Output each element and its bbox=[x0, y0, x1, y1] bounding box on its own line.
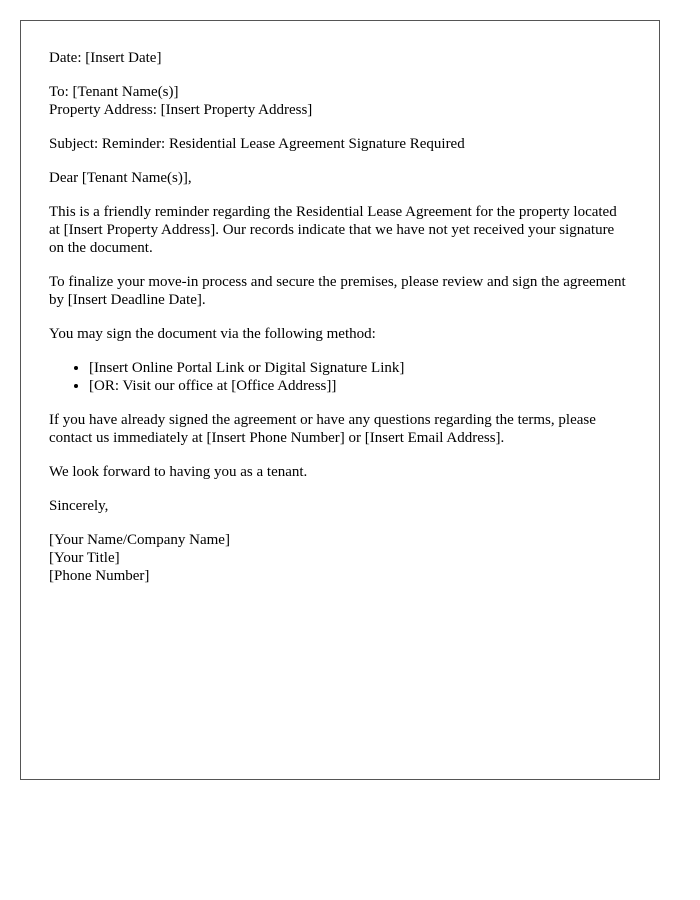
signature-title: [Your Title] bbox=[49, 550, 120, 566]
sign-methods-list bbox=[49, 359, 631, 395]
paragraph-deadline: To finalize your move-in process and secure the premises, please review and sign the agreement by [Insert Deadline Date]. bbox=[49, 274, 626, 308]
recipient-block bbox=[49, 83, 631, 119]
paragraph-sign-method: You may sign the document via the following method: bbox=[49, 326, 376, 342]
signature-name: [Your Name/Company Name] bbox=[49, 532, 230, 548]
paragraph-reminder: This is a friendly reminder regarding the Residential Lease Agreement for the property located at [Insert Property Address]. Our records indicate that we have not yet received your signature on the document. bbox=[49, 204, 617, 256]
letter-page bbox=[20, 20, 660, 780]
subject-line: Subject: Reminder: Residential Lease Agreement Signature Required bbox=[49, 136, 465, 152]
salutation: Dear [Tenant Name(s)], bbox=[49, 170, 192, 186]
date-line: Date: [Insert Date] bbox=[49, 50, 162, 66]
to-line: To: [Tenant Name(s)] bbox=[49, 84, 179, 100]
signature-phone: [Phone Number] bbox=[49, 568, 150, 584]
paragraph-contact: If you have already signed the agreement or have any questions regarding the terms, please contact us immediately at [Insert Phone Number] or [Insert Email Address]. bbox=[49, 412, 596, 446]
list-item-office-visit: • [OR: Visit our office at [Office Address]] bbox=[89, 377, 631, 395]
list-item-online-portal: • [Insert Online Portal Link or Digital Signature Link] bbox=[89, 359, 631, 377]
paragraph-closing-remark: We look forward to having you as a tenant. bbox=[49, 464, 308, 480]
property-address-line: Property Address: [Insert Property Address] bbox=[49, 102, 313, 118]
signature-block bbox=[49, 531, 631, 585]
closing: Sincerely, bbox=[49, 498, 109, 514]
